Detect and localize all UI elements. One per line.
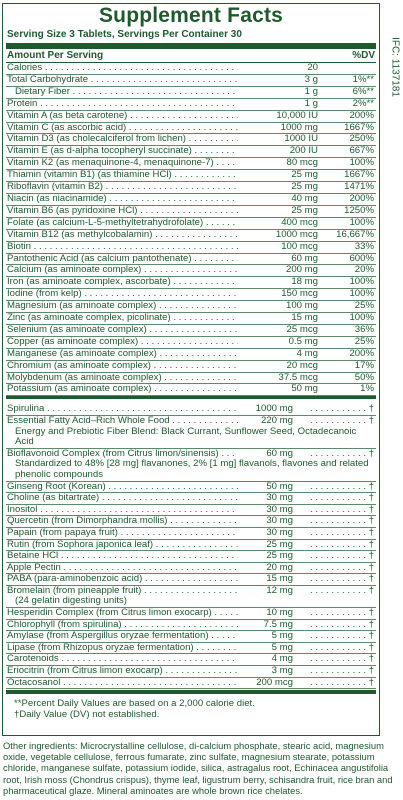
nutrient-dv: 667% <box>349 145 374 157</box>
nutrient-amount: 100 mg <box>286 300 318 312</box>
other-amount: 30 mg <box>266 515 293 527</box>
nutrient-dv: 20% <box>354 264 374 276</box>
nutrient-name: Riboflavin (vitamin B2) . . . <box>7 182 238 193</box>
nutrient-name: Calcium (as aminoate complex) . . . <box>7 265 238 276</box>
nutrient-name: Total Carbohydrate . . . <box>7 75 238 86</box>
other-row <box>6 416 376 449</box>
nutrient-amount: 1 g <box>304 97 318 109</box>
nutrient-amount: 200 mg <box>286 264 318 276</box>
nutrient-dv: 100% <box>349 312 374 324</box>
other-amount: 7.5 mg <box>263 618 293 630</box>
nutrient-name: Vitamin E (as d-alpha tocopheryl succinate) . . . <box>7 146 238 157</box>
nutrient-dv: 1250% <box>344 204 374 216</box>
other-name: Rutin (from Sophora japonica leaf) . . . <box>7 540 238 551</box>
other-amount: 3 mg <box>271 665 293 677</box>
other-amount: 12 mg <box>266 584 293 596</box>
nutrient-row <box>6 242 376 254</box>
other-sub: (24 gelatin digesting units) <box>15 595 127 607</box>
nutrient-dv: 100% <box>349 157 374 169</box>
panel-title: Supplement Facts <box>98 4 284 27</box>
other-name: Hesperidin Complex (from Citrus limon exocarp) . . . <box>7 608 238 619</box>
nutrient-row <box>6 99 376 111</box>
nutrient-amount: 50 mg <box>291 383 318 395</box>
other-dv: . . . † <box>293 654 376 665</box>
nutrient-row <box>6 313 376 325</box>
other-name: Chlorophyll (from spirulina) . . . <box>7 620 238 631</box>
other-amount: 5 mg <box>271 630 293 642</box>
other-name: Lipase (from Rhizopus oryzae fermentation) . . . <box>7 643 238 654</box>
other-name: Carotenoids . . . <box>7 654 238 665</box>
nutrient-name: Potassium (as aminoate complex) . . . <box>7 384 238 395</box>
other-amount: 25 mg <box>266 550 293 562</box>
nutrient-name: Thiamin (vitamin B1) (as thiamine HCl) . . . <box>7 170 238 181</box>
nutrient-dv: 6%** <box>352 85 374 97</box>
nutrient-dv: 1667% <box>344 169 374 181</box>
nutrient-dv: 100% <box>349 216 374 228</box>
other-dv: . . . † <box>293 551 376 562</box>
other-row <box>6 449 376 482</box>
nutrient-row <box>6 134 376 146</box>
nutrient-row <box>6 146 376 158</box>
nutrient-row <box>6 63 376 75</box>
nutrient-name: Molybdenum (as aminoate complex) . . . <box>7 373 238 384</box>
nutrient-dv: 1667% <box>344 121 374 133</box>
other-name: Choline (as bitartrate) . . . <box>7 493 238 504</box>
other-amount: 30 mg <box>266 492 293 504</box>
serving-size: Serving Size 3 Tablets, Servings Per Container 30 <box>7 29 242 40</box>
other-amount: 60 mg <box>266 447 293 459</box>
nutrient-row <box>6 254 376 266</box>
other-dv: . . . † <box>293 505 376 516</box>
nutrient-amount: 25 mg <box>291 204 318 216</box>
nutrient-row <box>6 349 376 361</box>
nutrient-amount: 1 g <box>304 85 318 97</box>
nutrient-row <box>6 325 376 337</box>
other-dv: . . . † <box>293 666 376 677</box>
nutrient-dv: 100% <box>349 276 374 288</box>
nutrient-name: Selenium (as aminoate complex) . . . <box>7 325 238 336</box>
other-dv: . . . † <box>293 516 376 527</box>
nutrient-name: Iron (as aminoate complex, ascorbate) . . . <box>7 277 238 288</box>
other-row <box>6 551 376 563</box>
nutrient-amount: 200 IU <box>289 145 318 157</box>
nutrient-dv: 250% <box>349 133 374 145</box>
nutrient-row <box>6 170 376 182</box>
other-dv: . . . † <box>293 493 376 504</box>
nutrient-amount: 3 g <box>304 73 318 85</box>
nutrient-dv: 1%** <box>352 73 374 85</box>
nutrient-dv: 1% <box>360 383 374 395</box>
side-code-text: IFC: 1137181 <box>389 37 400 97</box>
other-amount: 15 mg <box>266 573 293 585</box>
other-dv: . . . † <box>293 528 376 539</box>
other-name: Eriocitrin (from Citrus limon exocarp) . . . <box>7 666 238 677</box>
nutrient-amount: 37.5 mcg <box>278 371 318 383</box>
nutrient-name: Vitamin A (as beta carotene) . . . <box>7 111 238 122</box>
other-name: Bioflavonoid Complex (from Citrus limon/sinensis) . . . <box>7 449 238 460</box>
nutrient-amount: 20 <box>307 62 318 73</box>
nutrient-dv: 100% <box>349 288 374 300</box>
nutrient-dv: 200% <box>349 192 374 204</box>
nutrient-amount: 1000 IU <box>284 133 318 145</box>
other-name: Quercetin (from Dimorphandra mollis) . . . <box>7 516 238 527</box>
nutrient-name: Folate (as calcium-L-5-methyltetrahydrofolate) . . . <box>7 218 238 229</box>
nutrient-dv: 25% <box>354 335 374 347</box>
other-dv: . . . † <box>293 574 376 585</box>
nutrient-name: Copper (as aminoate complex) . . . <box>7 337 238 348</box>
dv-header: %DV <box>352 50 375 61</box>
nutrient-dv: 2%** <box>352 97 374 109</box>
nutrient-dv <box>318 63 376 74</box>
other-name: Spirulina . . . <box>7 404 238 415</box>
nutrient-dv: 36% <box>354 323 374 335</box>
other-amount: 200 mcg <box>256 676 293 688</box>
nutrient-dv: 200% <box>349 347 374 359</box>
column-header <box>6 49 376 63</box>
nutrient-name: Vitamin B6 (as pyridoxine HCl) . . . <box>7 206 238 217</box>
other-row <box>6 493 376 505</box>
other-name: Essential Fatty Acid–Rich Whole Food . . . <box>7 416 238 427</box>
other-amount: 5 mg <box>271 641 293 653</box>
nutrient-amount: 100 mcg <box>281 240 318 252</box>
nutrient-list <box>6 63 376 396</box>
other-dv: . . . † <box>293 643 376 654</box>
other-row <box>6 666 376 678</box>
other-dv: . . . † <box>293 563 376 574</box>
nutrient-name: Zinc (as aminoate complex, picolinate) . . . <box>7 313 238 324</box>
nutrient-row <box>6 265 376 277</box>
nutrient-amount: 1000 mg <box>280 121 318 133</box>
nutrient-amount: 10,000 IU <box>276 109 318 121</box>
other-dv: . . . † <box>293 608 376 619</box>
nutrient-name: Vitamin C (as ascorbic acid) . . . <box>7 123 238 134</box>
nutrient-row <box>6 87 376 99</box>
nutrient-name: Manganese (as aminoate complex) . . . <box>7 349 238 360</box>
other-dv: . . . † <box>293 586 376 597</box>
other-name: Amylase (from Aspergillus oryzae fermentation) . . . <box>7 631 238 642</box>
nutrient-name: Chromium (as aminoate complex) . . . <box>7 361 238 372</box>
nutrient-amount: 60 mg <box>291 252 318 264</box>
other-amount: 20 mg <box>266 561 293 573</box>
nutrient-row <box>6 123 376 135</box>
nutrient-row <box>6 230 376 242</box>
nutrient-dv: 17% <box>354 359 374 371</box>
nutrient-row <box>6 301 376 313</box>
other-amount: 1000 mg <box>255 403 293 415</box>
other-amount: 25 mg <box>266 538 293 550</box>
other-name: Ginseng Root (Korean) . . . <box>7 482 238 493</box>
other-dv: . . . † <box>293 631 376 642</box>
nutrient-amount: 20 mcg <box>286 359 318 371</box>
nutrient-dv: 16,667% <box>336 228 374 240</box>
other-dv: . . . † <box>293 404 376 415</box>
nutrient-name: Protein . . . <box>7 99 238 110</box>
other-amount: 50 mg <box>266 480 293 492</box>
nutrient-dv: 200% <box>349 109 374 121</box>
nutrient-amount: 400 mcg <box>281 216 318 228</box>
nutrient-name: Pantothenic Acid (as calcium pantothenate) . . . <box>7 254 238 265</box>
nutrient-name: Vitamin D3 (as cholecalciferol from lichen) . . . <box>7 134 238 145</box>
other-row <box>6 678 376 690</box>
other-name: Apple Pectin . . . <box>7 563 238 574</box>
other-amount: 220 mg <box>261 414 293 426</box>
nutrient-dv: 50% <box>354 371 374 383</box>
other-sub: Standardized to 48% [28 mg] flavanones, 2% [1 mg] flavanols, flavones and related phenolic compounds <box>15 458 369 480</box>
nutrient-row <box>6 218 376 230</box>
nutrient-amount: 25 mcg <box>286 323 318 335</box>
other-dv: . . . † <box>293 540 376 551</box>
other-amount: 30 mg <box>266 503 293 515</box>
nutrient-amount: 1000 mcg <box>275 228 318 240</box>
nutrient-amount: 25 mg <box>291 169 318 181</box>
nutrient-amount: 18 mg <box>291 276 318 288</box>
side-code <box>388 12 401 122</box>
other-dv: . . . † <box>293 416 376 427</box>
nutrient-row <box>6 373 376 385</box>
nutrient-dv: 600% <box>349 252 374 264</box>
other-dv: . . . † <box>293 620 376 631</box>
nutrient-row <box>6 361 376 373</box>
nutrient-row <box>6 277 376 289</box>
other-name: Betaine HCl . . . <box>7 551 238 562</box>
other-row <box>6 586 376 608</box>
nutrient-row <box>6 194 376 206</box>
other-name: Octacosanol . . . <box>7 678 238 689</box>
nutrient-amount: 40 mg <box>291 192 318 204</box>
other-row <box>6 608 376 620</box>
nutrient-dv: 33% <box>354 240 374 252</box>
nutrient-row <box>6 337 376 349</box>
supplement-facts-panel <box>2 3 380 736</box>
footnote-dagger: †Daily Value (DV) not established. <box>14 709 160 721</box>
nutrient-row <box>6 111 376 123</box>
nutrient-name: Biotin . . . <box>7 242 238 253</box>
footnote-dv: **Percent Daily Values are based on a 2,000 calorie diet. <box>14 698 255 710</box>
other-amount: 4 mg <box>271 653 293 665</box>
nutrient-dv: 1471% <box>344 181 374 193</box>
nutrient-amount: 0.5 mg <box>288 335 318 347</box>
other-name: PABA (para-aminobenzoic acid) . . . <box>7 574 238 585</box>
nutrient-amount: 25 mg <box>291 181 318 193</box>
nutrient-amount: 4 mg <box>296 347 318 359</box>
nutrient-dv: 25% <box>354 300 374 312</box>
other-amount: 10 mg <box>266 607 293 619</box>
footnotes <box>6 694 376 720</box>
other-amount: 30 mg <box>266 526 293 538</box>
other-ingredient-list <box>6 404 376 689</box>
nutrient-amount: 150 mcg <box>281 288 318 300</box>
amount-header: Amount Per Serving <box>7 50 104 61</box>
other-name: Papain (from papaya fruit) . . . <box>7 528 238 539</box>
other-dv: . . . † <box>293 449 376 460</box>
other-dv: . . . † <box>293 678 376 689</box>
nutrient-row <box>6 206 376 218</box>
other-sub: Energy and Prebiotic Fiber Blend: Black Currant, Sunflower Seed, Octadecanoic Acid <box>15 425 357 448</box>
other-ingredients-text: Other ingredients: Microcrystalline cellulose, di-calcium phosphate, stearic acid, magnesium oxide, vegetable cellulose, ferrous fumarate, zinc sulfate, magnesium stearate, potassium chloride, manganese sulfate, potassium iodide, silica, astragalus root, Echinacea angustifolia root, Irish moss (Chondrus crispus), thyme leaf, ligustrum berry, schisandra fruit, rice bran and pharmaceutical glaze. Mineral aminoates are whole brown rice chelates. <box>3 740 393 796</box>
nutrient-amount: 15 mg <box>291 312 318 324</box>
nutrient-row <box>6 289 376 301</box>
other-row <box>6 528 376 540</box>
nutrient-name: Niacin (as niacinamide) . . . <box>7 194 238 205</box>
nutrient-name: Vitamin B12 (as methylcobalamin) . . . <box>7 230 238 241</box>
nutrient-row <box>6 182 376 194</box>
nutrient-name: Vitamin K2 (as menaquinone-4, menaquinone-7) . . . <box>7 158 238 169</box>
nutrient-name: Dietary Fiber . . . <box>7 87 238 98</box>
other-name: Bromelain (from pineapple fruit) . . . <box>7 586 238 597</box>
nutrient-name: Iodine (from kelp) . . . <box>7 289 238 300</box>
nutrient-name: Magnesium (as aminoate complex) . . . <box>7 301 238 312</box>
nutrient-name: Calories . . . <box>7 63 238 74</box>
nutrient-row <box>6 158 376 170</box>
other-dv: . . . † <box>293 482 376 493</box>
nutrient-row <box>6 75 376 87</box>
nutrient-row <box>6 384 376 396</box>
nutrient-amount: 80 mcg <box>286 157 318 169</box>
other-name: Inositol . . . <box>7 505 238 516</box>
